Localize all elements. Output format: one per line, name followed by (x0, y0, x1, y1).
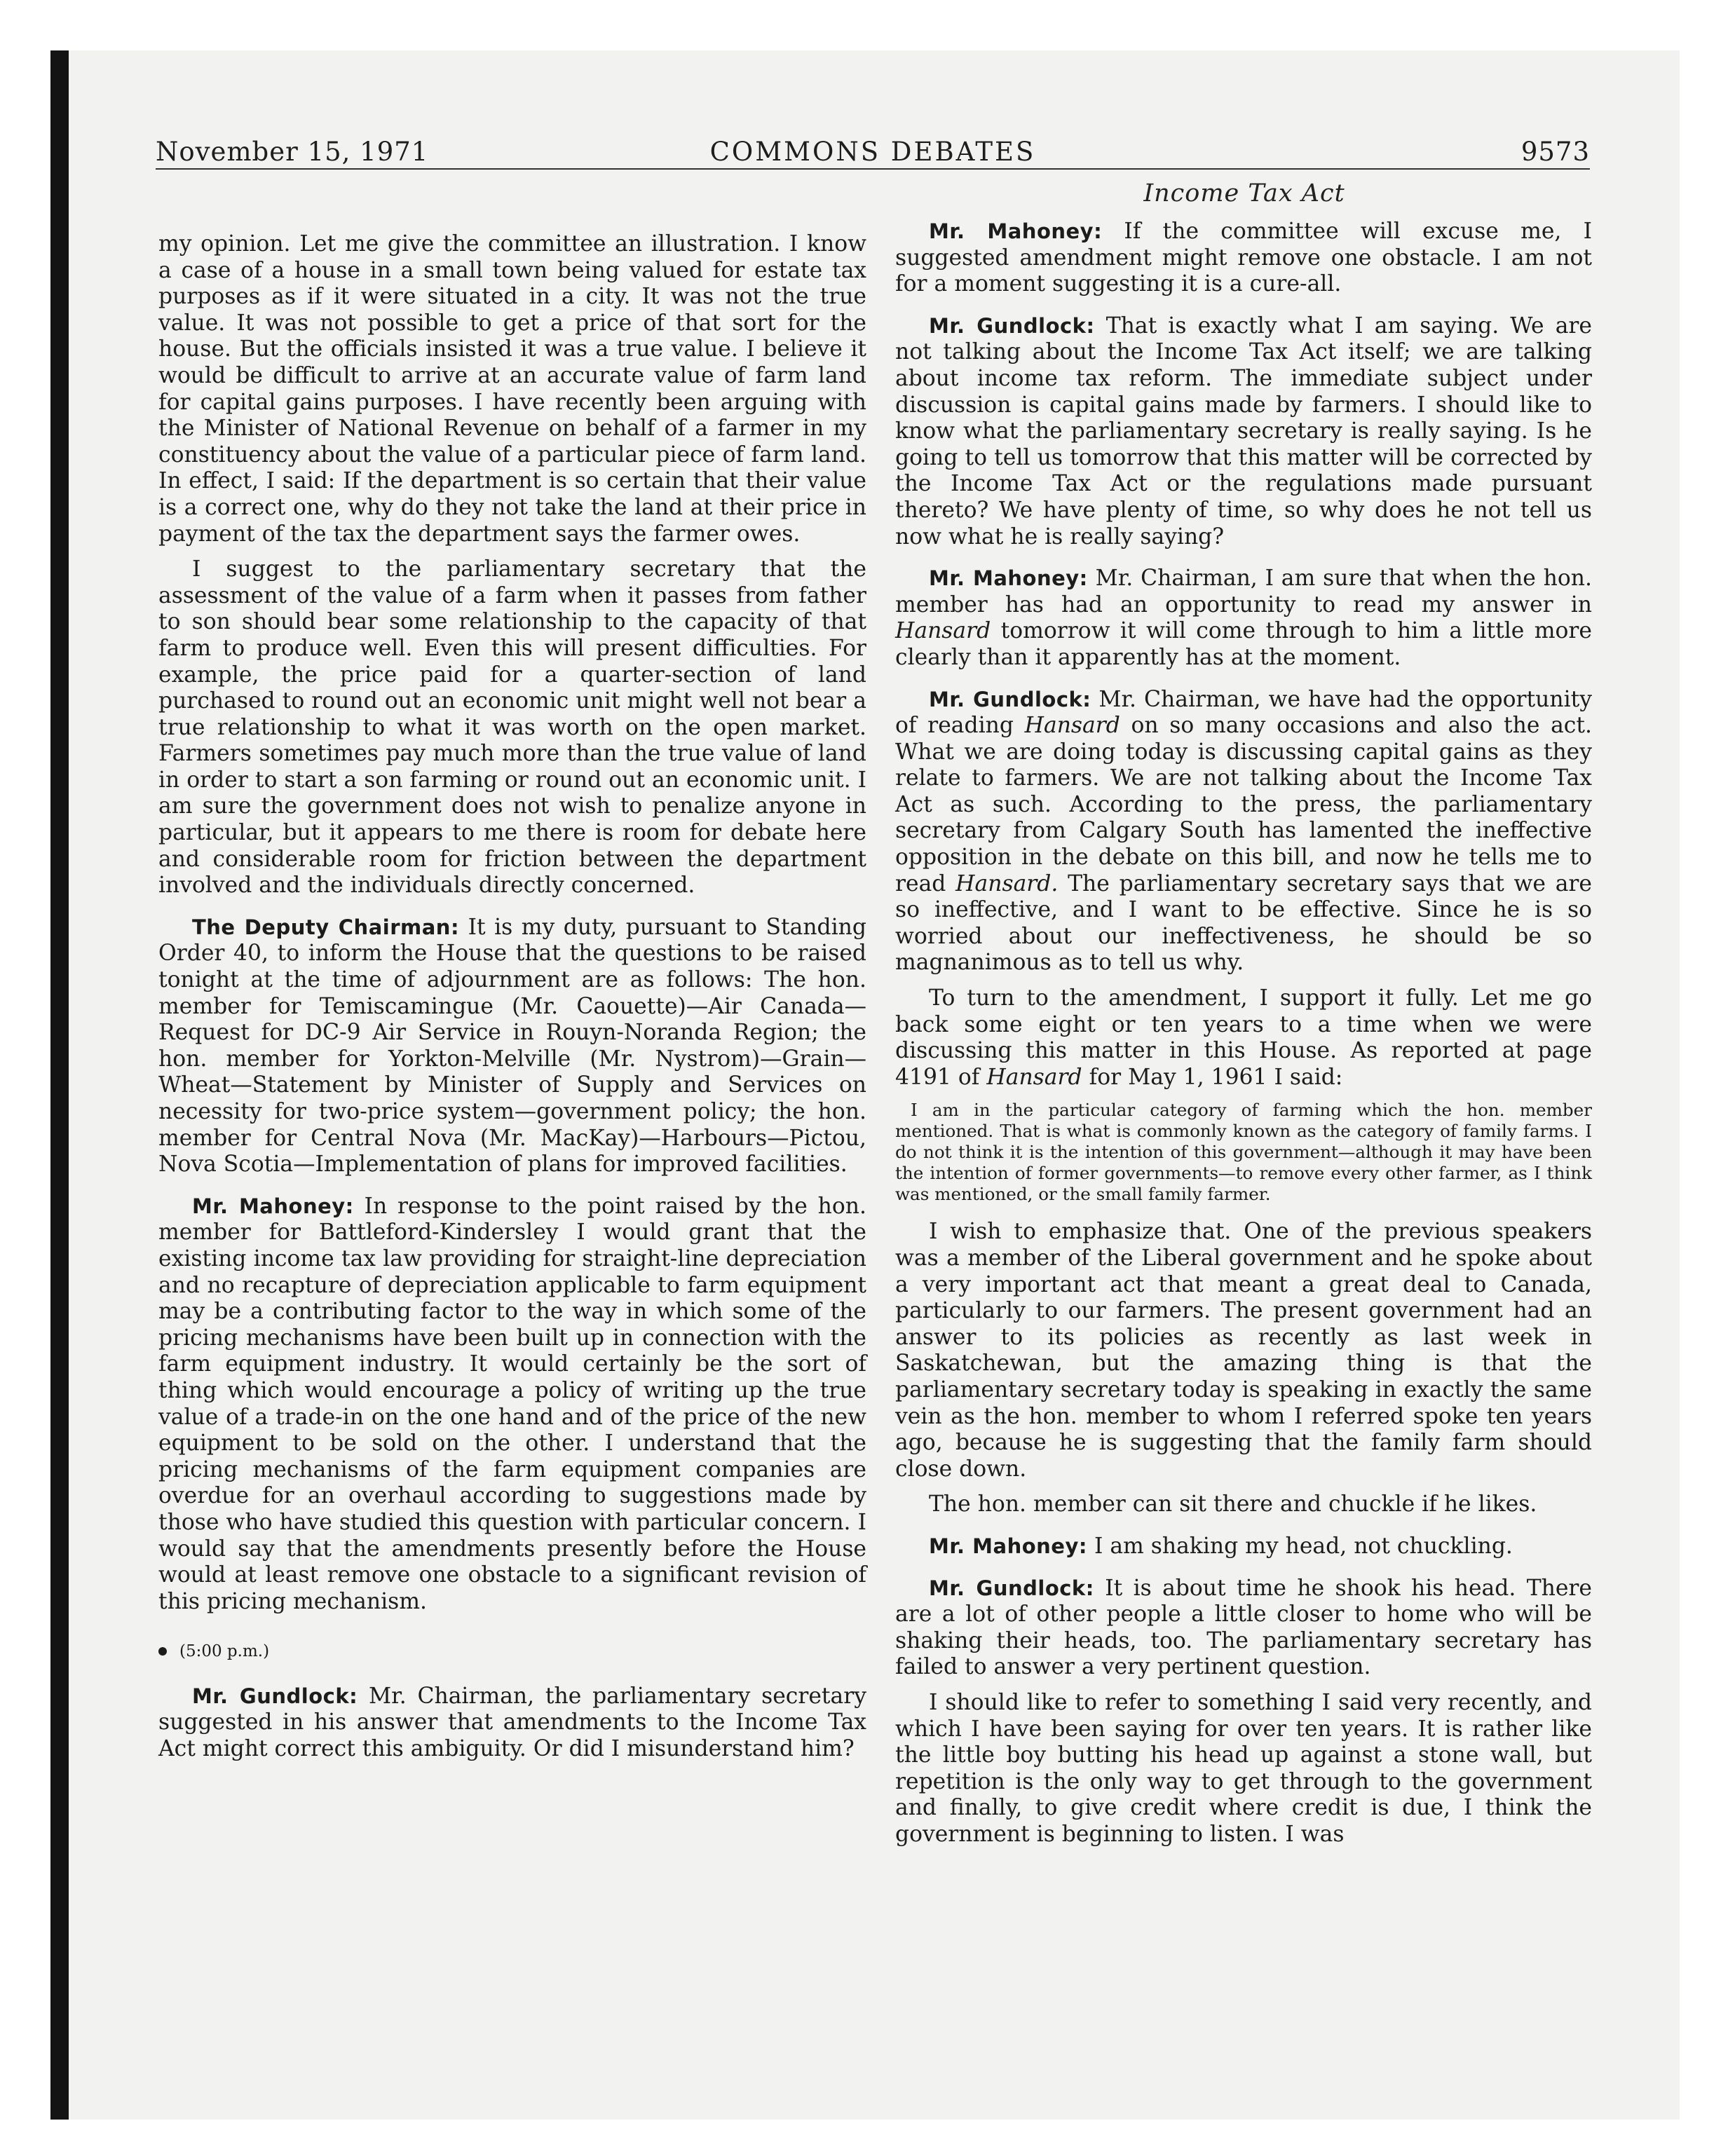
speech-gundlock: Mr. Gundlock: Mr. Chairman, we have had the opportunity of reading Hansard on so many occasions and also the act. What we are doing today is discussing capital gains as they relate to farmers. We are not talking about the Income Tax Act as such. According to the press, the parliamentary secretary from Calgary South has lamented the ineffective opposition in the debate on this bill, and now he tells me to read Hansard. The parliamentary secretary says that we are so ineffective, and I want to be effective. Since he is so worried about our ineffectiveness, he should be so magnanimous as to tell us why. (895, 686, 1593, 976)
speech-gundlock: Mr. Gundlock: That is exactly what I am saying. We are not talking about the Income Tax Act itself; we are talking about income tax reform. The immediate subject under discussion is capital gains made by farmers. I should like to know what the parliamentary secretary is really saying. Is he going to tell us tomorrow that this matter will be corrected by the Income Tax Act or the regulations made pursuant thereto? We have plenty of time, so why does he not tell us now what he is really saying? (895, 313, 1592, 550)
speaker-name: Mr. Gundlock: (929, 687, 1091, 711)
paragraph: I suggest to the parliamentary secretary that the assessment of the value of a farm when it passes from father to son should bear some relationship to the capacity of that farm to produce well. Even this will present difficulties. For example, the price paid for a quarter-section of land purchased to round out an economic unit might well not bear a true relationship to what it was worth on the open market. Farmers sometimes pay much more than the true value of land in order to start a son farming or round out an economic unit. I am sure the government does not wish to penalize anyone in particular, but it appears to me there is room for debate here and considerable room for friction between the department involved and the individuals directly concerned. (158, 557, 866, 899)
speech-deputy-chairman: The Deputy Chairman: It is my duty, pursuant to Standing Order 40, to inform the House that the questions to be raised tonight at the time of adjournment are as follows: The hon. member for Temiscamingue (Mr. Caouette)—Air Canada—Request for DC-9 Air Service in Rouyn-Noranda Region; the hon. member for Yorkton-Melville (Mr. Nystrom)—Grain—Wheat—Statement by Minister of Supply and Services on necessity for two-price system—government policy; the hon. member for Central Nova (Mr. MacKay)—Harbours—Pictou, Nova Scotia—Implementation of plans for improved facilities. (158, 914, 866, 1178)
speech-gundlock: Mr. Gundlock: Mr. Chairman, the parliamentary secretary suggested in his answer that amendments to the Income Tax Act might correct this ambiguity. Or did I misunderstand him? (158, 1683, 867, 1762)
right-column (895, 219, 1592, 1857)
header-title: COMMONS DEBATES (709, 137, 1036, 167)
running-header (156, 136, 1590, 170)
speech-mahoney: Mr. Mahoney: In response to the point raised by the hon. member for Battleford-Kindersley I would grant that the existing income tax law providing for straight-line depreciation and no recapture of depreciation applicable to farm equipment may be a contributing factor to the way in which some of the pricing mechanisms have been built up in connection with the farm equipment industry. It would certainly be the sort of thing which would encourage a policy of writing up the true value of a trade-in on the one hand and of the price of the new equipment to be sold on the other. I understand that the pricing mechanisms of the farm equipment companies are overdue for an overhaul according to suggestions made by those who have studied this question with particular concern. I would say that the amendments presently before the House would at least remove one obstacle to a significant revision of this pricing mechanism. (158, 1193, 866, 1614)
speaker-name: Mr. Gundlock: (929, 313, 1095, 338)
header-date: November 15, 1971 (156, 137, 429, 167)
left-column (158, 231, 866, 1772)
speaker-name: Mr. Mahoney: (929, 1534, 1087, 1558)
paragraph: my opinion. Let me give the committee an illustration. I know a case of a house in a small town being valued for estate tax purposes as if it were situated in a city. It was not the true value. It was not possible to get a price of that sort for the house. But the officials insisted it was a true value. I believe it would be difficult to arrive at an accurate value of farm land for capital gains purposes. I have recently been arguing with the Minister of National Revenue on behalf of a farmer in my constituency about the value of a particular piece of farm land. In effect, I said: If the department is so certain that their value is a correct one, why do they not take the land at their price in payment of the tax the department says the farmer owes. (158, 231, 866, 547)
section-heading: Income Tax Act (1143, 179, 1345, 207)
page-number: 9573 (1520, 137, 1590, 167)
speech-mahoney: Mr. Mahoney: If the committee will excuse me, I suggested amendment might remove one obstacle. I am not for a moment suggesting it is a cure-all. (895, 219, 1593, 297)
paragraph: The hon. member can sit there and chuckle if he likes. (929, 1492, 1537, 1517)
scan-binding-edge (50, 50, 69, 2120)
timestamp: (5:00 p.m.) (158, 1639, 866, 1665)
speaker-name: Mr. Gundlock: (929, 1576, 1094, 1600)
paragraph: To turn to the amendment, I support it fully. Let me go back some eight or ten years to a time when we were discussing this matter in this House. As reported at page 4191 of Hansard for May 1, 1961 I said: (895, 985, 1592, 1090)
speaker-name: Mr. Mahoney: (929, 566, 1088, 591)
paragraph: I wish to emphasize that. One of the previous speakers was a member of the Liberal government and he spoke about a very important act that meant a great deal to Canada, particularly to our farmers. The present government had an answer to its policies as recently as last week in Saskatchewan, but the amazing thing is that the parliamentary secretary today is speaking in exactly the same vein as the hon. member to whom I referred spoke ten years ago, because he is suggesting that the family farm should close down. (895, 1219, 1592, 1482)
paragraph: I should like to refer to something I said very recently, and which I have been saying for over ten years. It is rather like the little boy butting his head up against a stone wall, but repetition is the only way to get through to the government and finally, to give credit where credit is due, I think the government is beginning to listen. I was (895, 1689, 1592, 1847)
bullet-icon (158, 1647, 167, 1656)
speaker-name: Mr. Gundlock: (192, 1684, 358, 1708)
block-quote: I am in the particular category of farming which the hon. member mentioned. That is what is commonly known as the category of family farms. I do not think it is the intention of this government—although it may have been the intention of former governments—to remove every other farmer, as I think was mentioned, or the small family farmer. (895, 1100, 1592, 1205)
speaker-name: Mr. Mahoney: (929, 219, 1103, 243)
speech-mahoney: Mr. Mahoney: Mr. Chairman, I am sure that when the hon. member has had an opportunity to read my answer in Hansard tomorrow it will come through to him a little more clearly than it apparently has at the moment. (895, 566, 1592, 670)
speaker-name: The Deputy Chairman: (192, 915, 460, 939)
speech-gundlock: Mr. Gundlock: It is about time he shook his head. There are a lot of other people a little closer to home who will be shaking their heads, too. The parliamentary secretary has failed to answer a very pertinent question. (895, 1575, 1593, 1680)
speaker-name: Mr. Mahoney: (192, 1194, 354, 1218)
speech-mahoney: Mr. Mahoney: I am shaking my head, not chuckling. (929, 1533, 1513, 1559)
